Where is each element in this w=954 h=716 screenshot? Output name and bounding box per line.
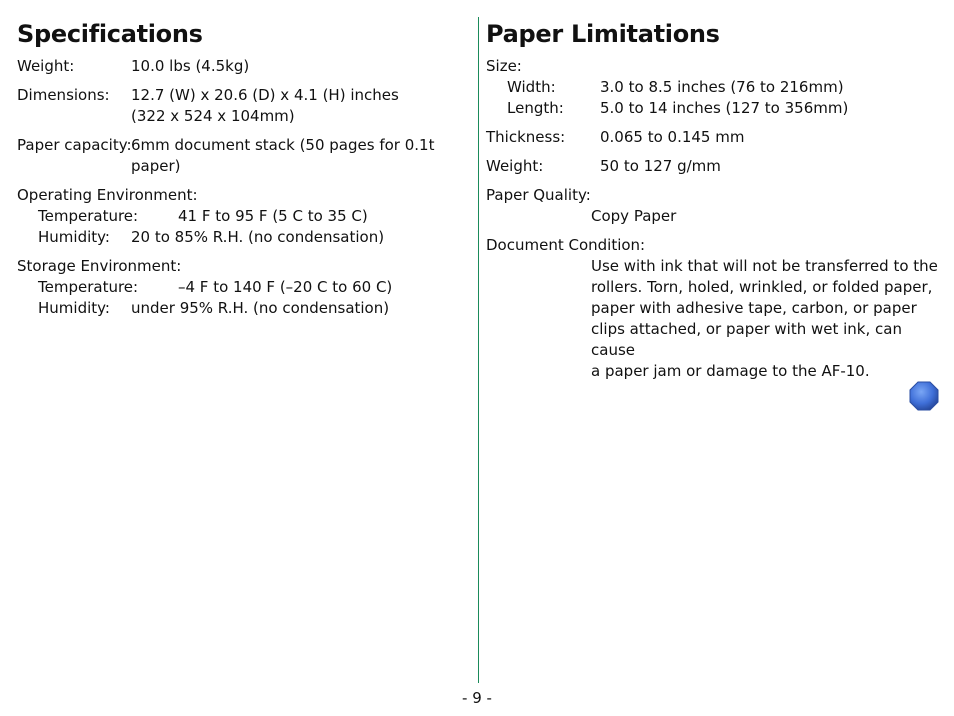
- pl-weight-label: Weight:: [486, 157, 544, 175]
- column-divider: [478, 17, 479, 683]
- spec-storage-temp-label: Temperature:: [38, 278, 139, 296]
- specifications-title: Specifications: [17, 20, 203, 48]
- spec-operating-temp-row: [17, 206, 462, 227]
- pl-length-label: Length:: [507, 99, 564, 117]
- pl-width-value: 3.0 to 8.5 inches (76 to 216mm): [600, 78, 844, 96]
- nav-button[interactable]: [909, 381, 939, 411]
- pl-width-row: [486, 77, 946, 98]
- spec-paper-capacity-label: Paper capacity:: [17, 136, 132, 154]
- pl-weight-row: [486, 156, 946, 177]
- spec-weight-label: Weight:: [17, 57, 75, 75]
- spec-dimensions-line2: (322 x 524 x 104mm): [131, 107, 295, 125]
- spec-storage-env-row: [17, 256, 462, 277]
- pl-thickness-row: [486, 127, 946, 148]
- spec-paper-capacity-line2: paper): [131, 157, 181, 175]
- spec-dimensions-label: Dimensions:: [17, 86, 110, 104]
- pl-weight-value: 50 to 127 g/mm: [600, 157, 721, 175]
- spec-weight-value: 10.0 lbs (4.5kg): [131, 57, 250, 75]
- pl-paper-quality-value-row: [486, 206, 946, 227]
- pl-document-condition-line: rollers. Torn, holed, wrinkled, or folded paper,: [591, 278, 933, 296]
- spec-dimensions-line1: 12.7 (W) x 20.6 (D) x 4.1 (H) inches: [131, 86, 399, 104]
- pl-length-value: 5.0 to 14 inches (127 to 356mm): [600, 99, 849, 117]
- pl-width-label: Width:: [507, 78, 556, 96]
- spec-dimensions-value: [131, 85, 399, 127]
- paper-limitations-section: [486, 18, 946, 382]
- pl-document-condition-text: [486, 256, 946, 382]
- pl-thickness-label: Thickness:: [486, 128, 566, 146]
- spec-storage-temp-row: [17, 277, 462, 298]
- pl-paper-quality-label: Paper Quality:: [486, 186, 591, 204]
- paper-limitations-title: Paper Limitations: [486, 20, 720, 48]
- spec-weight-row: [17, 56, 462, 77]
- pl-document-condition-line: Use with ink that will not be transferred to the: [591, 257, 938, 275]
- spec-operating-temp-label: Temperature:: [38, 207, 139, 225]
- pl-document-condition-line: a paper jam or damage to the AF-10.: [591, 362, 870, 380]
- pl-document-condition-line: clips attached, or paper with wet ink, can cause: [591, 320, 902, 359]
- spec-paper-capacity-row: [17, 135, 462, 177]
- spec-storage-humidity-label: Humidity:: [38, 299, 110, 317]
- spec-storage-humidity-value: under 95% R.H. (no condensation): [131, 299, 390, 317]
- spec-operating-humidity-value: 20 to 85% R.H. (no condensation): [131, 228, 385, 246]
- pl-size-row: [486, 56, 946, 77]
- spec-operating-temp-value: 41 F to 95 F (5 C to 35 C): [178, 207, 368, 225]
- pl-document-condition-row: [486, 235, 946, 256]
- spec-dimensions-row: [17, 85, 462, 127]
- pl-size-label: Size:: [486, 57, 522, 75]
- pl-document-condition-line: paper with adhesive tape, carbon, or paper: [591, 299, 917, 317]
- spec-operating-humidity-label: Humidity:: [38, 228, 110, 246]
- spec-operating-humidity-row: [17, 227, 462, 248]
- spec-operating-env-row: [17, 185, 462, 206]
- pl-document-condition-label: Document Condition:: [486, 236, 646, 254]
- spec-storage-env-label: Storage Environment:: [17, 257, 182, 275]
- spec-operating-env-label: Operating Environment:: [17, 186, 198, 204]
- spec-paper-capacity-value: [131, 135, 434, 177]
- pl-paper-quality-value: Copy Paper: [591, 207, 677, 225]
- page-number: - 9 -: [462, 689, 492, 707]
- pl-length-row: [486, 98, 946, 119]
- blue-octagon-icon: [909, 381, 939, 411]
- spec-storage-temp-value: –4 F to 140 F (–20 C to 60 C): [178, 278, 393, 296]
- spec-storage-humidity-row: [17, 298, 462, 319]
- specifications-section: [17, 18, 462, 319]
- spec-paper-capacity-line1: 6mm document stack (50 pages for 0.1t: [131, 136, 435, 154]
- pl-thickness-value: 0.065 to 0.145 mm: [600, 128, 745, 146]
- pl-paper-quality-row: [486, 185, 946, 206]
